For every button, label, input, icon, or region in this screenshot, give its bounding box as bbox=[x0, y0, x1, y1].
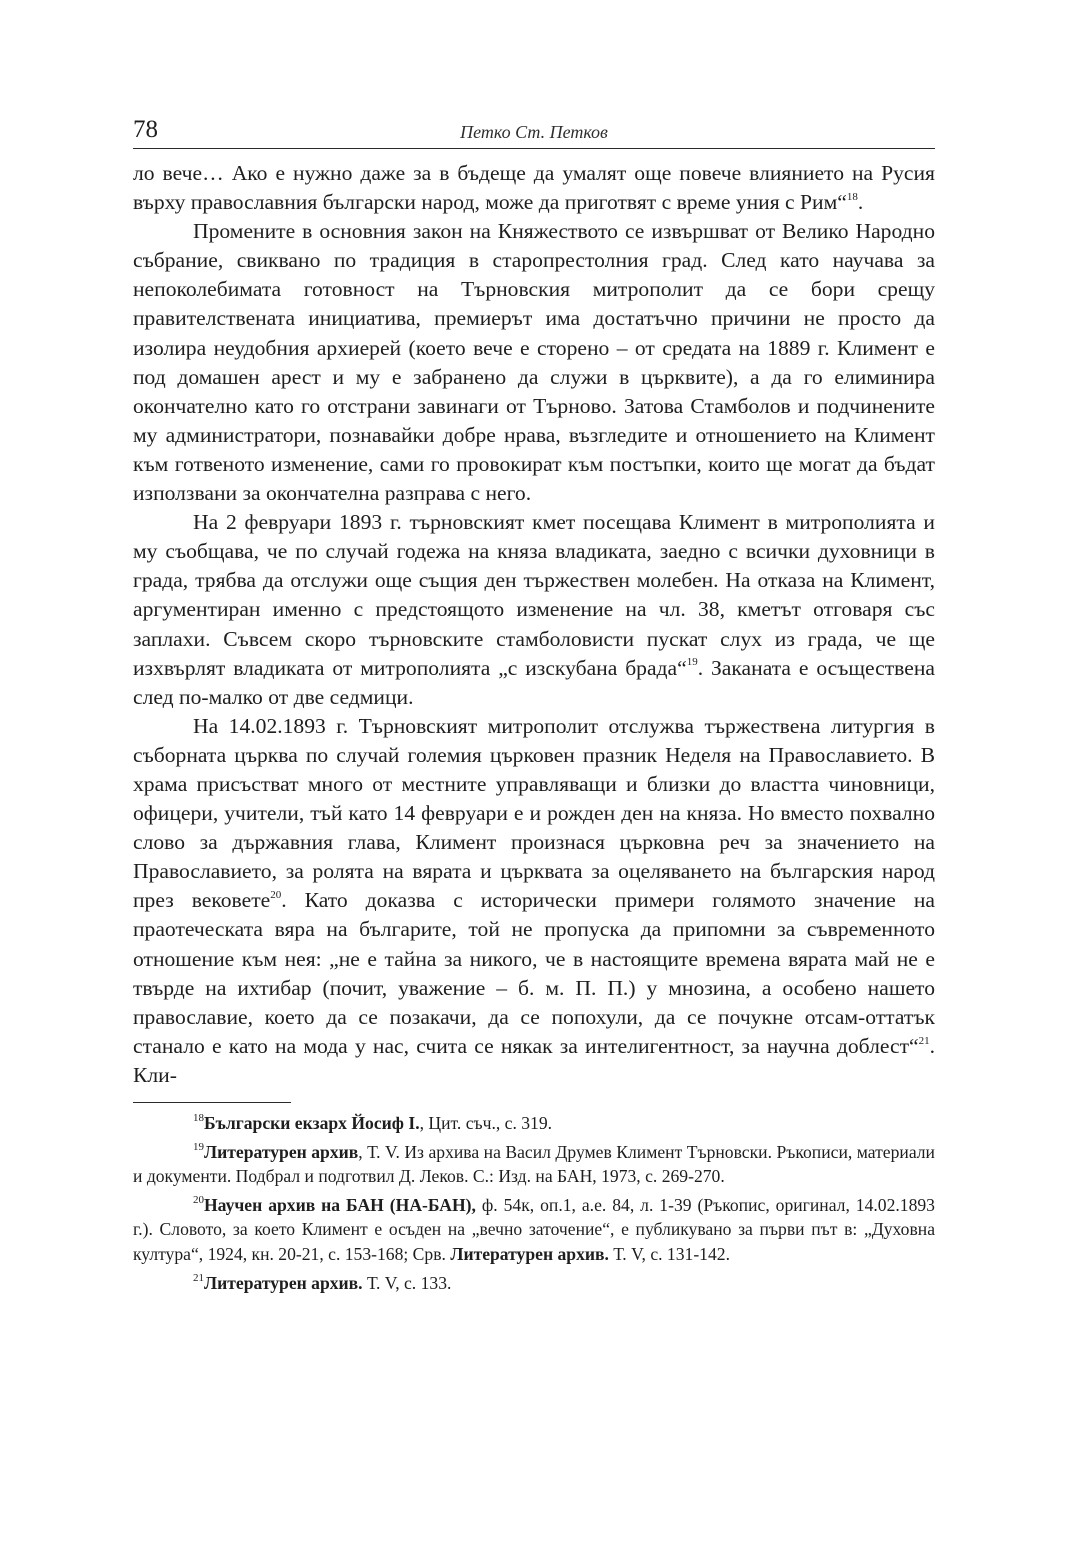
footnote-source-2: Литературен архив. bbox=[450, 1243, 609, 1264]
footnote-ref-18: 18 bbox=[846, 190, 858, 203]
footnote-text: Т. V, с. 133. bbox=[362, 1272, 452, 1293]
main-text bbox=[133, 159, 935, 1090]
paragraph-1-text: ло вече… Ако е нужно даже за в бъдеще да умалят още повече влиянието на Русия върху православния български народ, може да приготвят с време уния с Рим“ bbox=[133, 161, 935, 215]
footnote-ref-21: 21 bbox=[918, 1034, 930, 1047]
paragraph-3-end: . Заканата е осъществена след по-малко от две седмици. bbox=[133, 655, 935, 709]
footnote-source: Български екзарх Йосиф I. bbox=[204, 1113, 420, 1133]
paragraph-3-text: На 2 февруари 1893 г. търновският кмет посещава Климент в митрополията и му съобщава, че по случай годежа на княза владиката, заедно с всички духовници в града, трябва да отслужи още същия ден тържествен молебен. На отказа на Климент, аргументиран именно с предстоящото изменение на чл. 38, кметът отговаря със заплахи. Съвсем скоро търновските стамболовисти пускат слух из града, че ще изхвърлят владиката от митрополията „с изскубана брада“ bbox=[133, 510, 935, 680]
book-page bbox=[133, 112, 935, 1299]
running-head bbox=[133, 112, 935, 149]
paragraph-4-end: . Кли- bbox=[133, 1033, 935, 1087]
paragraph-1-end: . bbox=[857, 190, 864, 215]
footnote-source: Литературен архив bbox=[204, 1141, 359, 1162]
footnote-21 bbox=[133, 1271, 935, 1296]
page-number: 78 bbox=[133, 116, 158, 143]
footnote-source: Научен архив на БАН (НА-БАН), bbox=[204, 1194, 476, 1215]
footnote-number: 18 bbox=[193, 1112, 204, 1125]
footnote-20 bbox=[133, 1193, 935, 1267]
paragraph-4 bbox=[133, 712, 935, 1090]
footnote-text: , Т. V. Из архива на Васил Друмев Климент Търновски. Ръкописи, материали и документи. Подбрал и подготвил Д. Леков. С.: Изд. на БАН, 1973, с. 269-270. bbox=[133, 1141, 935, 1187]
running-title-author: Петко Ст. Петков bbox=[460, 122, 608, 142]
footnote-text: , Цит. съч., с. 319. bbox=[419, 1113, 553, 1133]
footnote-text: ф. 54к, оп.1, а.е. 84, л. 1-39 (Ръкопис, оригинал, 14.02.1893 г.). Словото, за което Климент е осъден на „вечно заточение“, е публикувано за първи път в: „Духовна култура“, 1924, кн. 20-21, с. 153-168; Срв. bbox=[133, 1194, 935, 1264]
footnote-ref-19: 19 bbox=[686, 656, 698, 669]
footnotes bbox=[133, 1111, 935, 1295]
footnote-source: Литературен архив. bbox=[204, 1272, 363, 1293]
paragraph-1 bbox=[133, 159, 935, 217]
paragraph-2: Промените в основния закон на Княжеството се извършват от Велико Народно събрание, свиквано по традиция в старопрестолния град. След като научава за непоколебимата готовност на Търновския митрополит да се бори срещу правителствената инициатива, премиерът има достатъчно причини не просто да изолира неудобния архиерей (което вече е сторено – от средата на 1889 г. Климент е под домашен арест и му е забранено да служи в църквите), а да го елиминира окончателно като го отстрани завинаги от Търново. Затова Стамболов и подчинените му администратори, познавайки добре нрава, възгледите и отношението на Климент към готвеното изменение, сами го провокират към постъпки, които ще могат да бъдат използвани за окончателна разправа с него. bbox=[133, 219, 935, 506]
footnote-separator bbox=[133, 1102, 291, 1103]
footnote-18 bbox=[133, 1111, 935, 1136]
footnote-text-2: Т. V, с. 131-142. bbox=[608, 1243, 730, 1264]
footnote-number: 20 bbox=[193, 1193, 204, 1206]
footnote-19 bbox=[133, 1140, 935, 1189]
footnote-number: 19 bbox=[193, 1140, 204, 1153]
paragraph-3 bbox=[133, 508, 935, 712]
footnote-ref-20: 20 bbox=[270, 889, 282, 902]
footnote-number: 21 bbox=[193, 1271, 204, 1284]
paragraph-4-text: На 14.02.1893 г. Търновският митрополит отслужва тържествена литургия в съборната църква по случай големия църковен празник Неделя на Православието. В храма присъстват много от местните управляващи и близки до властта чиновници, офицери, учители, тъй като 14 февруари е и рожден ден на княза. Но вместо похвално слово за държавния глава, Климент произнася църковна реч за значението на Православието, за ролята на вярата и църквата за оцеляването на българския народ през вековете bbox=[133, 713, 935, 913]
paragraph-4-middle: . Като доказва с исторически примери голямото значение на праотеческата вяра на българите, той не пропуска да припомни за съвременното отношение към нея: „не е тайна за никого, че в настоящите времена вярата май не е твърде на ихтибар (почит, уважение – б. м. П. П.) у мнозина, а особено нашето православие, което да се позакачи, да се попохули, да се почукне отсам-оттатък станало е като на мода у нас, счита се някак за интелигентност, за научна доблест“ bbox=[133, 888, 935, 1058]
